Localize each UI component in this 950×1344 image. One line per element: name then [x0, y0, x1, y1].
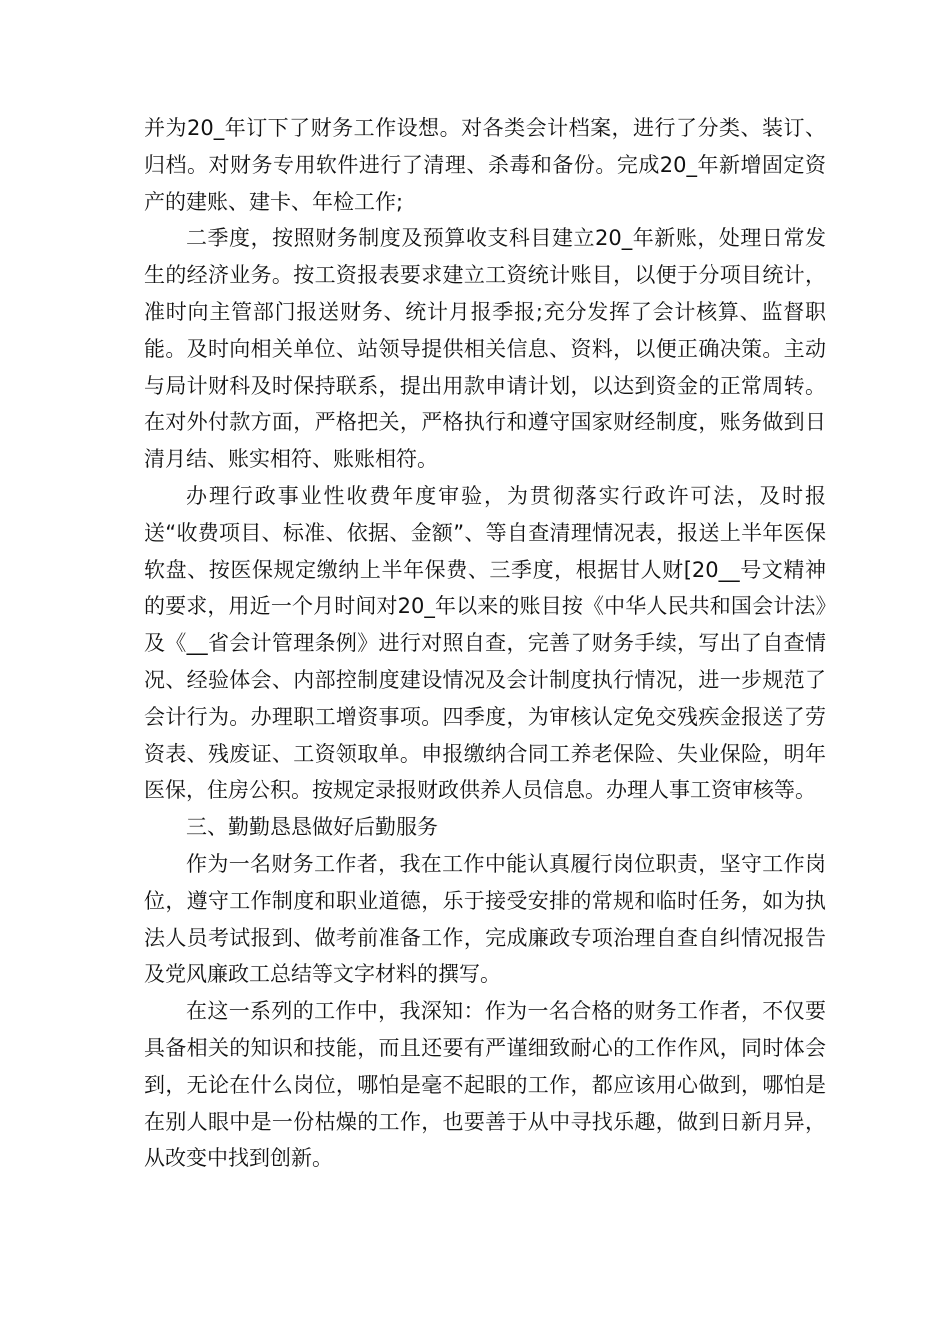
document-body: [144, 110, 826, 1177]
paragraph-continuation: 并为20_年订下了财务工作设想。对各类会计档案，进行了分类、装订、归档。对财务专用软件进行了清理、杀毒和备份。完成20_年新增固定资产的建账、建卡、年检工作;: [144, 116, 826, 214]
paragraph-fee-review: 办理行政事业性收费年度审验，为贯彻落实行政许可法，及时报送“收费项目、标准、依据、金额”、等自查清理情况表，报送上半年医保软盘、按医保规定缴纳上半年保费、三季度，根据甘人财[20__号文精神的要求，用近一个月时间对20_年以来的账目按《中华人民共和国会计法》及《__省会计管理条例》进行对照自查，完善了财务手续，写出了自查情况、经验体会、内部控制度建设情况及会计制度执行情况，进一步规范了会计行为。办理职工增资事项。四季度，为审核认定免交残疾金报送了劳资表、残废证、工资领取单。申报缴纳合同工养老保险、失业保险，明年医保，住房公积。按规定录报财政供养人员信息。办理人事工资审核等。: [144, 483, 826, 803]
paragraph-duties: 作为一名财务工作者，我在工作中能认真履行岗位职责，坚守工作岗位，遵守工作制度和职业道德，乐于接受安排的常规和临时任务，如为执法人员考试报到、做考前准备工作，完成廉政专项治理自查自纠情况报告及党风廉政工总结等文字材料的撰写。: [144, 851, 826, 987]
paragraph-reflection: 在这一系列的工作中，我深知：作为一名合格的财务工作者，不仅要具备相关的知识和技能，而且还要有严谨细致耐心的工作作风，同时体会到，无论在什么岗位，哪怕是毫不起眼的工作，都应该用心做到，哪怕是在别人眼中是一份枯燥的工作，也要善于从中寻找乐趣，做到日新月异，从改变中找到创新。: [144, 999, 826, 1171]
paragraph-second-quarter: 二季度，按照财务制度及预算收支科目建立20_年新账，处理日常发生的经济业务。按工资报表要求建立工资统计账目，以便于分项目统计，准时向主管部门报送财务、统计月报季报;充分发挥了会计核算、监督职能。及时向相关单位、站领导提供相关信息、资料，以便正确决策。主动与局计财科及时保持联系，提出用款申请计划，以达到资金的正常周转。在对外付款方面，严格把关，严格执行和遵守国家财经制度，账务做到日清月结、账实相符、账账相符。: [144, 226, 826, 472]
section-heading-logistics: 三、勤勤恳恳做好后勤服务: [186, 815, 438, 840]
